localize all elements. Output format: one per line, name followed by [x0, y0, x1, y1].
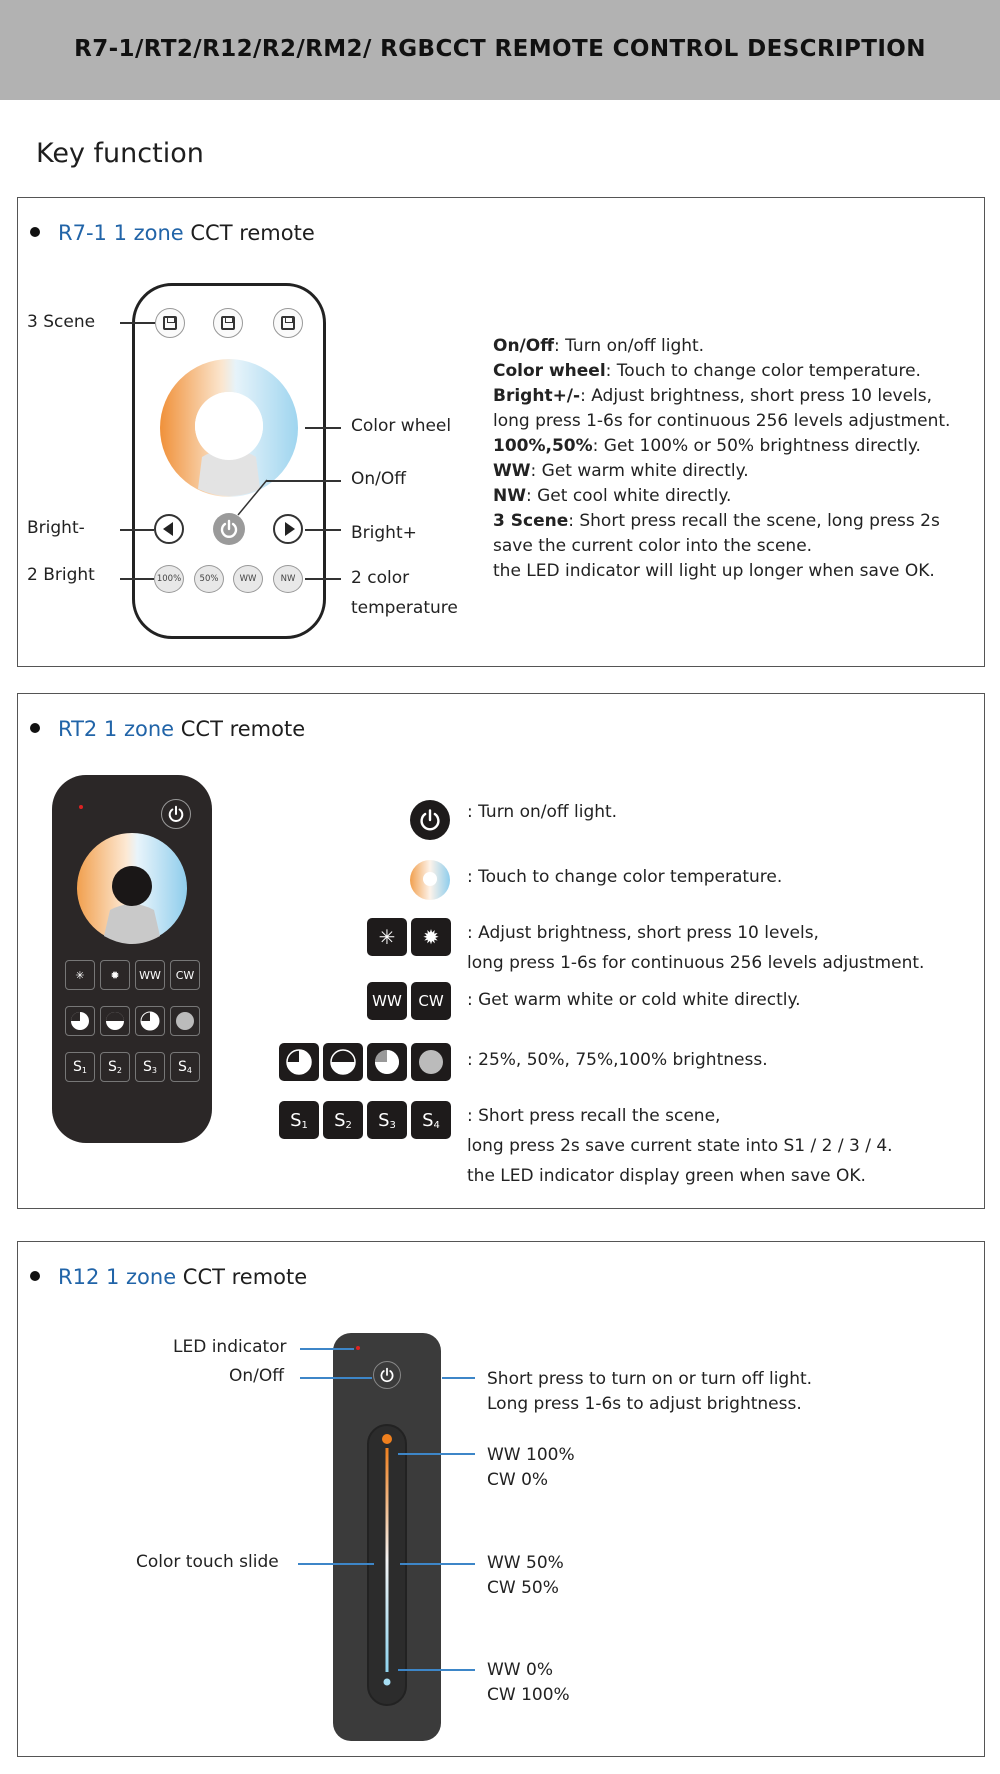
rt2-level-50-button[interactable]: [100, 1006, 130, 1036]
led-indicator-icon: [79, 805, 83, 809]
power-icon: [379, 1367, 395, 1383]
leader-line: [120, 578, 154, 580]
rt2-cw-button[interactable]: CW: [170, 960, 200, 990]
leader-line: [398, 1669, 475, 1671]
leader-line: [305, 578, 341, 580]
scene-button-1[interactable]: [155, 308, 185, 338]
legend-scene-2-icon: $S_2$: [323, 1101, 363, 1139]
legend-color-wheel-icon: [409, 859, 451, 901]
section-rt2-title: [30, 717, 305, 741]
rt2-desc-power: : Turn on/off light.: [467, 802, 618, 822]
rt2-level-75-button[interactable]: [135, 1006, 165, 1036]
desc-line: WW: Get warm white directly.: [493, 461, 749, 481]
title-model: R7-1 1 zone: [58, 221, 184, 245]
rt2-desc-wwcw: : Get warm white or cold white directly.: [467, 990, 801, 1010]
bright-50-button[interactable]: 50%: [194, 565, 224, 593]
label-ww-0: WW 0%: [487, 1660, 553, 1680]
label-ww-100: WW 100%: [487, 1445, 575, 1465]
leader-line: [266, 480, 341, 482]
power-icon: [167, 805, 185, 823]
desc-line: 3 Scene: Short press recall the scene, long press 2s: [493, 511, 940, 531]
label-ww-50: WW 50%: [487, 1553, 564, 1573]
label-onoff: On/Off: [351, 469, 406, 489]
label-3-scene: 3 Scene: [27, 312, 96, 332]
level-100-icon: [175, 1011, 195, 1031]
leader-line: [442, 1377, 475, 1379]
leader-line: [300, 1348, 354, 1350]
label-cw-0: CW 0%: [487, 1470, 549, 1490]
section-r7-title: [30, 221, 315, 245]
rt2-bright-down-button[interactable]: ✳: [65, 960, 95, 990]
title-rest: CCT remote: [174, 717, 306, 741]
label-color-touch-slide: Color touch slide: [136, 1552, 279, 1572]
rt2-ww-button[interactable]: WW: [135, 960, 165, 990]
bullet-icon: [30, 227, 40, 237]
desc-line: 100%,50%: Get 100% or 50% brightness directly.: [493, 436, 921, 456]
nw-button[interactable]: NW: [273, 565, 303, 593]
key-function-heading: Key function: [36, 138, 204, 169]
leader-line: [120, 322, 155, 324]
legend-bright-down-icon: ✳: [367, 918, 407, 956]
rt2-scene-1-button[interactable]: [65, 1052, 95, 1082]
label-bright-minus: Bright-: [27, 518, 85, 538]
ww-button[interactable]: WW: [233, 565, 263, 593]
label-color-wheel: Color wheel: [351, 416, 452, 436]
arrow-left-icon: [163, 522, 173, 536]
rt2-desc-scene-1: : Short press recall the scene,: [467, 1106, 721, 1126]
label-led-indicator: LED indicator: [173, 1337, 287, 1357]
legend-level-25-icon: [279, 1043, 319, 1081]
bright-plus-button[interactable]: [273, 514, 303, 544]
legend-scene-3-icon: $S_3$: [367, 1101, 407, 1139]
leader-line: [400, 1563, 475, 1565]
title-rest: CCT remote: [183, 221, 315, 245]
leader-line: [120, 529, 154, 531]
leader-line: [305, 427, 341, 429]
legend-level-100-icon: [411, 1043, 451, 1081]
label-2-bright: 2 Bright: [27, 565, 95, 585]
legend-scene-4-icon: $S_4$: [411, 1101, 451, 1139]
desc-line: long press 1-6s for continuous 256 levels adjustment.: [493, 411, 951, 431]
leader-line: [236, 479, 268, 519]
label-temperature: temperature: [351, 598, 458, 618]
save-icon: [163, 316, 177, 330]
section-r12-title: [30, 1265, 307, 1289]
desc-line: Color wheel: Touch to change color temperature.: [493, 361, 921, 381]
level-25-icon: [70, 1011, 90, 1031]
desc-line: Bright+/-: Adjust brightness, short press 10 levels,: [493, 386, 933, 406]
r7-description: [493, 334, 950, 584]
leader-line: [398, 1453, 475, 1455]
rt2-bright-up-button[interactable]: ✹: [100, 960, 130, 990]
level-50-icon: [105, 1011, 125, 1031]
legend-bright-up-icon: ✹: [411, 918, 451, 956]
legend-cw-icon: CW: [411, 982, 451, 1020]
label-onoff: On/Off: [229, 1366, 284, 1386]
level-75-icon: [140, 1011, 160, 1031]
scene-button-2[interactable]: [213, 308, 243, 338]
label-2-color: 2 color: [351, 568, 410, 588]
desc-line: the LED indicator will light up longer when save OK.: [493, 561, 935, 581]
save-icon: [281, 316, 295, 330]
rt2-color-wheel-icon[interactable]: [76, 832, 188, 944]
legend-level-50-icon: [323, 1043, 363, 1081]
rt2-scene-2-button[interactable]: [100, 1052, 130, 1082]
rt2-desc-bright-2: long press 1-6s for continuous 256 levels adjustment.: [467, 953, 925, 973]
legend-scene-1-icon: $S_1$: [279, 1101, 319, 1139]
power-icon: [219, 519, 239, 539]
rt2-remote-body: [52, 775, 212, 1143]
arrow-right-icon: [285, 522, 295, 536]
r12-onoff-button[interactable]: [373, 1361, 401, 1389]
desc-line: NW: Get cool white directly.: [493, 486, 732, 506]
title-rest: CCT remote: [176, 1265, 308, 1289]
rt2-desc-wheel: : Touch to change color temperature.: [467, 867, 783, 887]
scene-key-label: $S_3$: [143, 1059, 157, 1075]
bullet-icon: [30, 1271, 40, 1281]
legend-power-icon: [410, 800, 450, 840]
slide-gradient-bar: [382, 1432, 392, 1688]
scene-key-label: $S_4$: [178, 1059, 192, 1075]
rt2-desc-scene-2: long press 2s save current state into S1 / 2 / 3 / 4.: [467, 1136, 893, 1156]
rt2-desc-levels: : 25%, 50%, 75%,100% brightness.: [467, 1050, 768, 1070]
bullet-icon: [30, 723, 40, 733]
label-bright-plus: Bright+: [351, 523, 417, 543]
scene-key-label: $S_2$: [108, 1059, 122, 1075]
label-short-press: Short press to turn on or turn off light.: [487, 1369, 813, 1389]
bright-minus-button[interactable]: [154, 514, 184, 544]
page-title: R7-1/RT2/R12/R2/RM2/ RGBCCT REMOTE CONTROL DESCRIPTION: [74, 36, 926, 62]
leader-line: [300, 1377, 372, 1379]
label-cw-50: CW 50%: [487, 1578, 559, 1598]
title-model: RT2 1 zone: [58, 717, 175, 741]
led-indicator-icon: [356, 1346, 360, 1350]
scene-key-label: $S_1$: [73, 1059, 87, 1075]
power-icon: [418, 808, 442, 832]
rt2-scene-3-button[interactable]: [135, 1052, 165, 1082]
legend-ww-icon: WW: [367, 982, 407, 1020]
rt2-level-25-button[interactable]: [65, 1006, 95, 1036]
rt2-desc-scene-3: the LED indicator display green when save OK.: [467, 1166, 866, 1186]
desc-line: save the current color into the scene.: [493, 536, 813, 556]
desc-line: On/Off: Turn on/off light.: [493, 336, 705, 356]
rt2-desc-bright-1: : Adjust brightness, short press 10 levels,: [467, 923, 819, 943]
legend-level-75-icon: [367, 1043, 407, 1081]
color-wheel-icon[interactable]: [158, 357, 300, 499]
leader-line: [298, 1563, 374, 1565]
label-long-press: Long press 1-6s to adjust brightness.: [487, 1394, 802, 1414]
bright-100-button[interactable]: 100%: [154, 565, 184, 593]
rt2-level-100-button[interactable]: [170, 1006, 200, 1036]
scene-button-3[interactable]: [273, 308, 303, 338]
label-cw-100: CW 100%: [487, 1685, 570, 1705]
save-icon: [221, 316, 235, 330]
rt2-power-button[interactable]: [161, 799, 191, 829]
rt2-scene-4-button[interactable]: [170, 1052, 200, 1082]
leader-line: [305, 529, 341, 531]
title-model: R12 1 zone: [58, 1265, 177, 1289]
